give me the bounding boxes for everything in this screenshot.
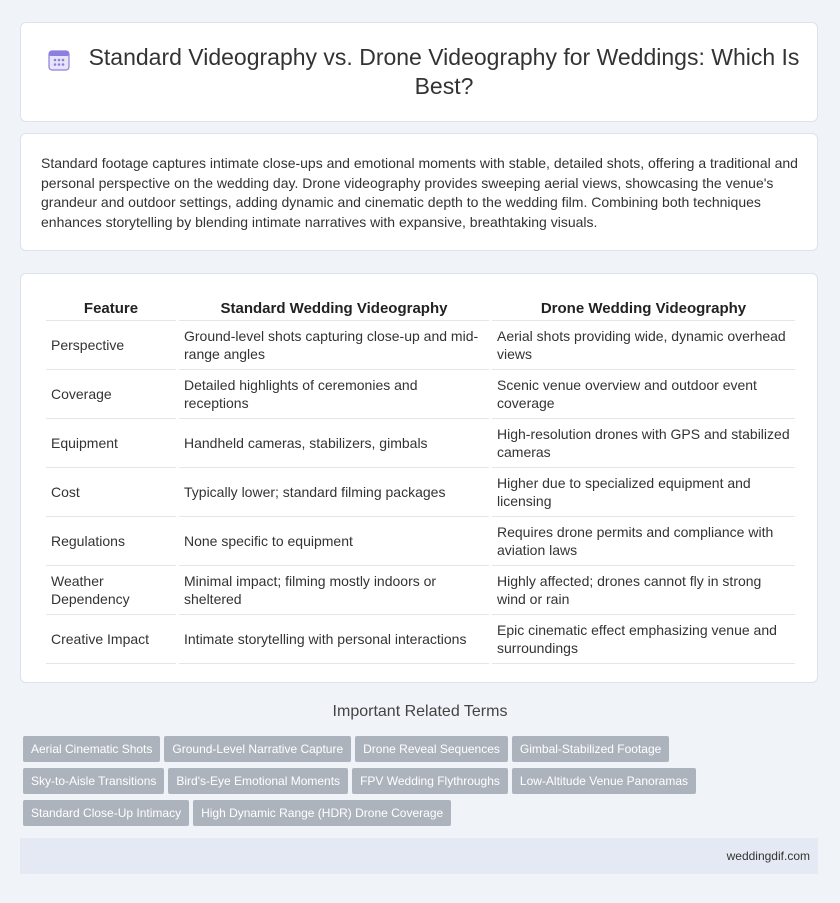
header-drone: Drone Wedding Videography (492, 296, 795, 321)
intro-card (20, 133, 818, 251)
comparison-table (43, 296, 798, 664)
related-term-tag[interactable]: Gimbal-Stabilized Footage (512, 736, 669, 762)
table-row (46, 370, 795, 419)
cell-drone: Higher due to specialized equipment and licensing (492, 468, 795, 517)
header-feature: Feature (46, 296, 176, 321)
cell-feature: Perspective (46, 321, 176, 370)
cell-drone: Epic cinematic effect emphasizing venue and surroundings (492, 615, 795, 664)
cell-drone: Scenic venue overview and outdoor event coverage (492, 370, 795, 419)
table-row (46, 517, 795, 566)
cell-drone: Highly affected; drones cannot fly in strong wind or rain (492, 566, 795, 615)
footer (20, 838, 818, 874)
title-card (20, 22, 818, 122)
cell-feature: Cost (46, 468, 176, 517)
page-title: Standard Videography vs. Drone Videography for Weddings: Which Is Best? (88, 44, 800, 99)
cell-drone: Requires drone permits and compliance with aviation laws (492, 517, 795, 566)
cell-standard: None specific to equipment (179, 517, 489, 566)
cell-standard: Intimate storytelling with personal interactions (179, 615, 489, 664)
related-terms-list (23, 736, 818, 832)
calendar-icon (48, 48, 70, 72)
cell-feature: Regulations (46, 517, 176, 566)
cell-feature: Creative Impact (46, 615, 176, 664)
related-term-tag[interactable]: Ground-Level Narrative Capture (164, 736, 351, 762)
cell-standard: Ground-level shots capturing close-up and mid-range angles (179, 321, 489, 370)
related-terms-title: Important Related Terms (332, 703, 508, 720)
table-row (46, 321, 795, 370)
related-term-tag[interactable]: Bird's-Eye Emotional Moments (168, 768, 348, 794)
intro-paragraph: Standard footage captures intimate close-ups and emotional moments with stable, detailed shots, offering a traditional and personal perspective on the wedding day. Drone videography provides sweeping aerial views, showcasing the venue's grandeur and outdoor settings, adding dynamic and cinematic depth to the wedding film. Combining both techniques enhances storytelling by blending intimate narratives with expansive, breathtaking visuals. (41, 155, 798, 230)
related-term-tag[interactable]: Aerial Cinematic Shots (23, 736, 160, 762)
related-term-tag[interactable]: Sky-to-Aisle Transitions (23, 768, 164, 794)
table-row (46, 566, 795, 615)
cell-drone: High-resolution drones with GPS and stabilized cameras (492, 419, 795, 468)
header-standard: Standard Wedding Videography (179, 296, 489, 321)
footer-site: weddingdif.com (726, 849, 810, 863)
cell-feature: Weather Dependency (46, 566, 176, 615)
related-term-tag[interactable]: FPV Wedding Flythroughs (352, 768, 508, 794)
table-header-row (46, 296, 795, 321)
related-term-tag[interactable]: Standard Close-Up Intimacy (23, 800, 189, 826)
cell-standard: Detailed highlights of ceremonies and receptions (179, 370, 489, 419)
table-row (46, 419, 795, 468)
cell-drone: Aerial shots providing wide, dynamic overhead views (492, 321, 795, 370)
cell-standard: Handheld cameras, stabilizers, gimbals (179, 419, 489, 468)
cell-feature: Equipment (46, 419, 176, 468)
related-term-tag[interactable]: High Dynamic Range (HDR) Drone Coverage (193, 800, 451, 826)
table-row (46, 615, 795, 664)
table-row (46, 468, 795, 517)
related-term-tag[interactable]: Drone Reveal Sequences (355, 736, 508, 762)
comparison-card (20, 273, 818, 683)
cell-standard: Typically lower; standard filming packages (179, 468, 489, 517)
cell-feature: Coverage (46, 370, 176, 419)
related-term-tag[interactable]: Low-Altitude Venue Panoramas (512, 768, 696, 794)
cell-standard: Minimal impact; filming mostly indoors or sheltered (179, 566, 489, 615)
